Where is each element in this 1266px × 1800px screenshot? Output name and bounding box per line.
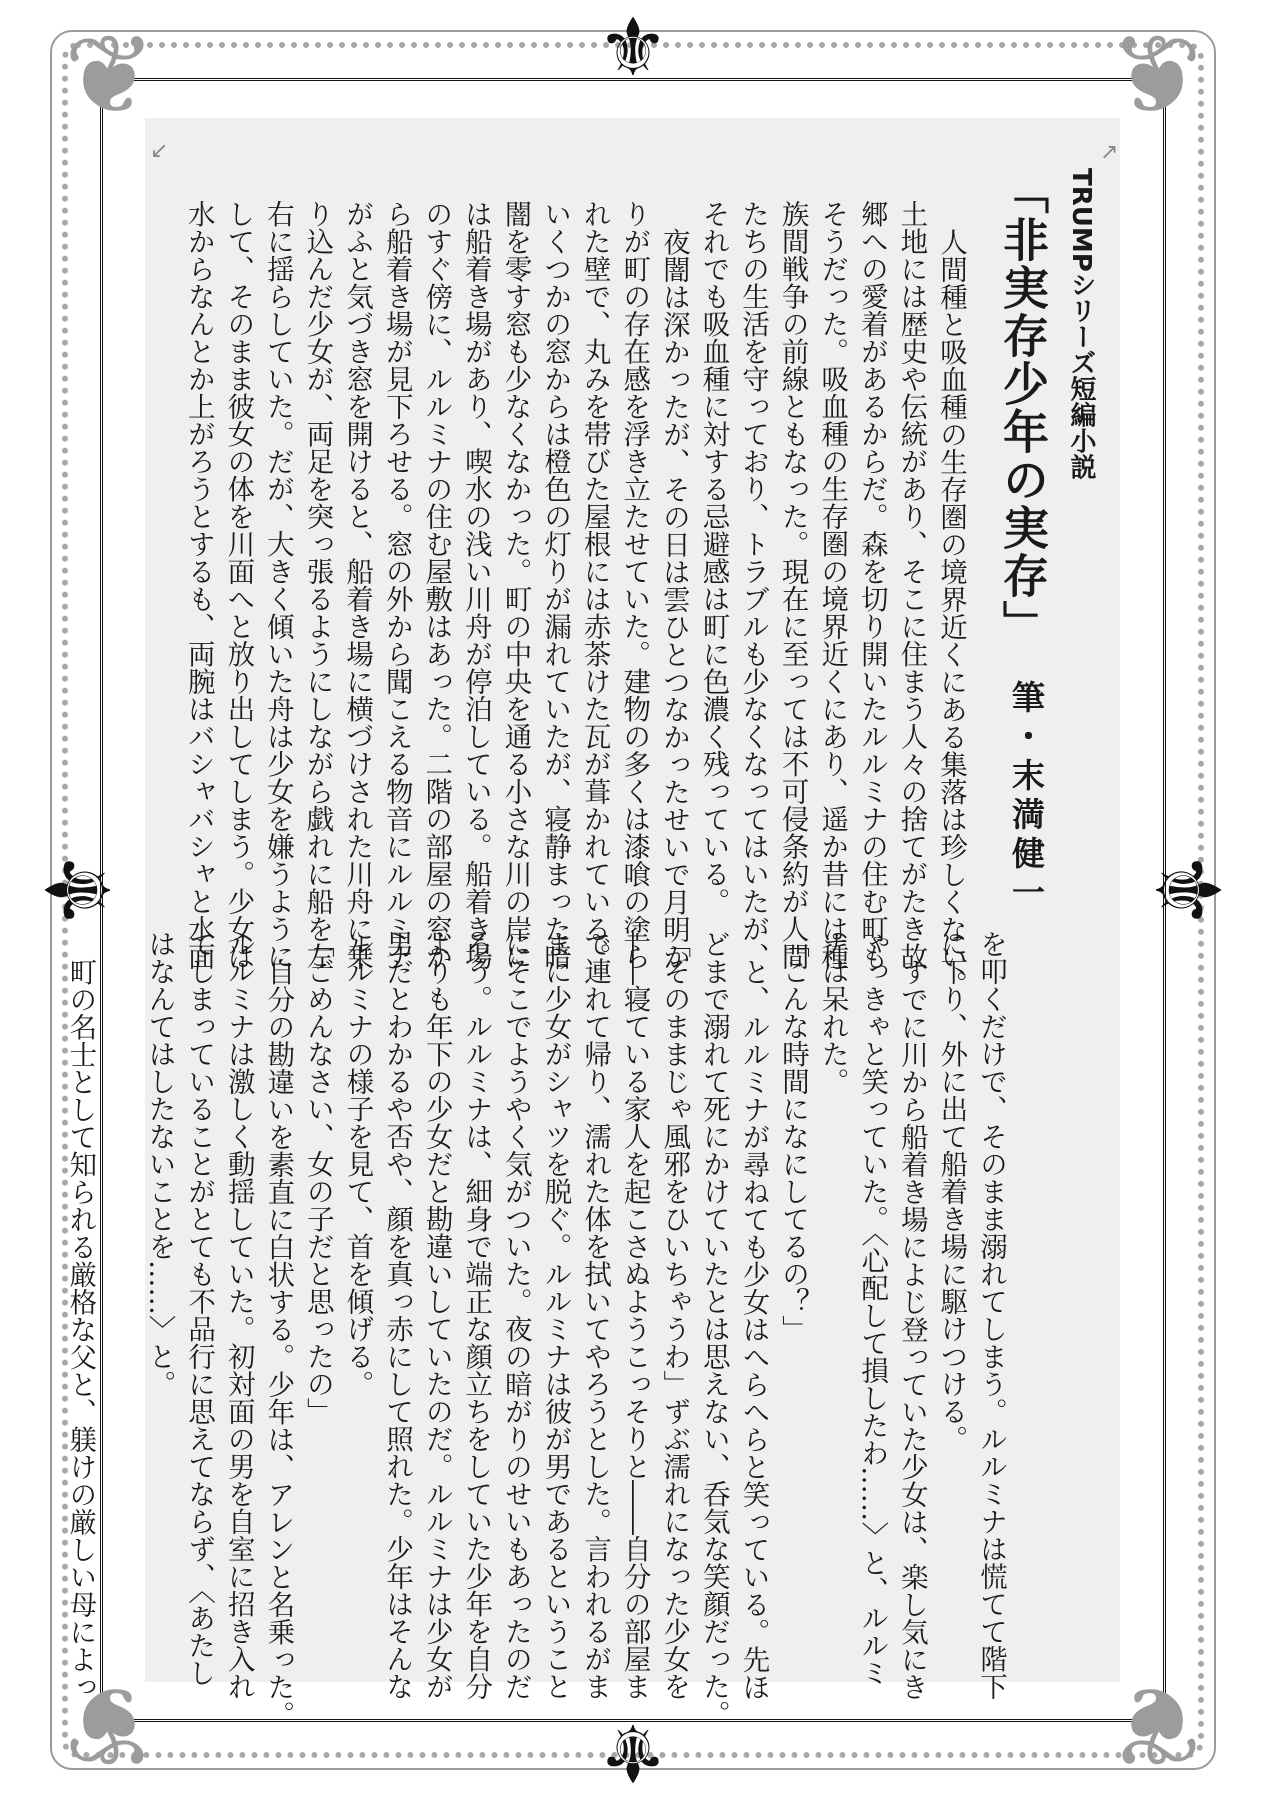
- text-column: 族間戦争の前線ともなった。現在に至っては不可侵条約が人間: [776, 200, 809, 970]
- text-column: して、そのまま彼女の体を川面へと放り出してしまう。少女は: [222, 200, 255, 970]
- text-column: 町の名士として知られる厳格な父と、躾けの厳しい母によっ: [64, 957, 97, 1700]
- text-column: り込んだ少女が、両足を突っ張るようにしながら戯れに船を左: [301, 200, 334, 970]
- text-column: ろう。ルルミナは、細身で端正な顔立ちをしていた少年を自分: [460, 930, 493, 1700]
- text-column: そうだった。吸血種の生存圏の境界近くにあり、遥か昔には種: [816, 200, 849, 970]
- text-column: ら船着き場が見下ろせる。窓の外から聞こえる物音にルルミナ: [380, 200, 413, 970]
- text-column: ――寝ている家人を起こさぬようこっそりと――自分の部屋ま: [618, 930, 651, 1700]
- text-column: に下り、外に出て船着き場に駆けつける。: [935, 930, 968, 1453]
- text-column: ゃっきゃと笑っていた。〈心配して損したわ……〉と、ルルミ: [856, 930, 889, 1687]
- text-column: よりも年下の少女だと勘違いしていたのだ。ルルミナは少女が: [420, 930, 453, 1700]
- text-column: 「こんな時間になにしてるの？」: [777, 930, 810, 1343]
- arrow-ornament-icon-top-right: ↗: [1100, 140, 1119, 165]
- text-column: いくつかの窓からは橙色の灯りが漏れていたが、寝静まった暗: [539, 200, 572, 970]
- text-column: ルルミナは激しく動揺していた。初対面の男を自室に招き入れ: [222, 930, 255, 1700]
- text-column: はなんてはしたないことを……〉と。: [143, 930, 176, 1398]
- text-column: 男だとわかるや否や、顔を真っ赤にして照れた。少年はそんな: [381, 930, 414, 1700]
- text-column: ルルミナの様子を見て、首を傾げる。: [341, 930, 374, 1398]
- arrow-ornament-icon-top-left: ↗: [150, 138, 169, 163]
- text-column: 土地には歴史や伝統があり、そこに住まう人々の捨てがたき故: [895, 200, 928, 970]
- text-column: ナは呆れた。: [816, 930, 849, 1095]
- corner-flourish-icon-bottom-left: ❦: [63, 1661, 157, 1789]
- story-title: 「非実存少年の実存」: [996, 168, 1050, 648]
- text-column: れた壁で、丸みを帯びた屋根には赤茶けた瓦が葺かれている。: [578, 200, 611, 970]
- text-column: で連れて帰り、濡れた体を拭いてやろうとした。言われるがま: [579, 930, 612, 1700]
- text-column: りが町の存在感を浮き立たせていた。建物の多くは漆喰の塗ら: [618, 200, 651, 970]
- fleur-de-lis-icon-top: ⚜: [597, 1, 669, 94]
- text-column: にそこでようやく気がついた。夜の暗がりのせいもあったのだ: [499, 930, 532, 1700]
- text-column: どまで溺れて死にかけていたとは思えない、呑気な笑顔だった。: [697, 930, 730, 1728]
- corner-flourish-icon-top-right: ❦: [1109, 11, 1203, 139]
- text-column: のすぐ傍に、ルルミナの住む屋敷はあった。二階の部屋の窓か: [420, 200, 453, 970]
- text-column: 自分の勘違いを素直に白状する。少年は、アレンと名乗った。: [262, 957, 295, 1728]
- body-text-lower: [60, 930, 1010, 1728]
- body-text-upper: [178, 200, 970, 998]
- text-column: まに少女がシャツを脱ぐ。ルルミナは彼が男であるということ: [539, 930, 572, 1700]
- text-column: 闇を零す窓も少なくなかった。町の中央を通る小さな川の岸に: [499, 200, 532, 970]
- text-column: 人間種と吸血種の生存圏の境界近くにある集落は珍しくない。: [935, 227, 967, 998]
- text-column: てしまっていることがとても不品行に思えてならず、〈あたし: [183, 930, 216, 1687]
- text-column: を叩くだけで、そのまま溺れてしまう。ルルミナは慌てて階下: [975, 930, 1007, 1700]
- corner-flourish-icon-bottom-right: ❦: [1109, 1661, 1203, 1789]
- text-column: がふと気づき窓を開けると、船着き場に横づけされた川舟に乗: [341, 200, 374, 970]
- author-credit: 筆・末満健一: [1007, 680, 1046, 914]
- text-column: すでに川から船着き場によじ登っていた少女は、楽し気にき: [895, 957, 928, 1700]
- corner-flourish-icon-top-left: ❦: [63, 11, 157, 139]
- text-column: 「そのままじゃ風邪をひいちゃうわ」ずぶ濡れになった少女を: [658, 930, 691, 1700]
- fleur-de-lis-icon-right: ⚜: [1134, 849, 1239, 931]
- text-column: と、ルルミナが尋ねても少女はへらへらと笑っている。先ほ: [737, 957, 770, 1700]
- text-column: 「ごめんなさい、女の子だと思ったの」: [301, 930, 334, 1425]
- text-column: 郷への愛着があるからだ。森を切り開いたルルミナの住む町も: [855, 200, 888, 970]
- fleur-de-lis-icon-left: ⚜: [27, 849, 132, 931]
- fleur-de-lis-icon-bottom: ⚜: [597, 1706, 669, 1799]
- series-label: TRUMPシリーズ短編小説: [1066, 168, 1096, 480]
- text-column: たちの生活を守っており、トラブルも少なくなってはいたが、: [737, 200, 770, 970]
- text-column: それでも吸血種に対する忌避感は町に色濃く残っている。: [697, 200, 730, 915]
- text-column: 夜闇は深かったが、その日は雲ひとつなかったせいで月明か: [657, 227, 690, 970]
- text-column: [99, 930, 139, 1600]
- text-column: 水からなんとか上がろうとするも、両腕はバシャバシャと水面: [182, 200, 215, 970]
- text-column: は船着き場があり、喫水の浅い川舟が停泊している。船着き場: [459, 200, 492, 970]
- text-column: 右に揺らしていた。だが、大きく傾いた舟は少女を嫌うように: [261, 200, 294, 970]
